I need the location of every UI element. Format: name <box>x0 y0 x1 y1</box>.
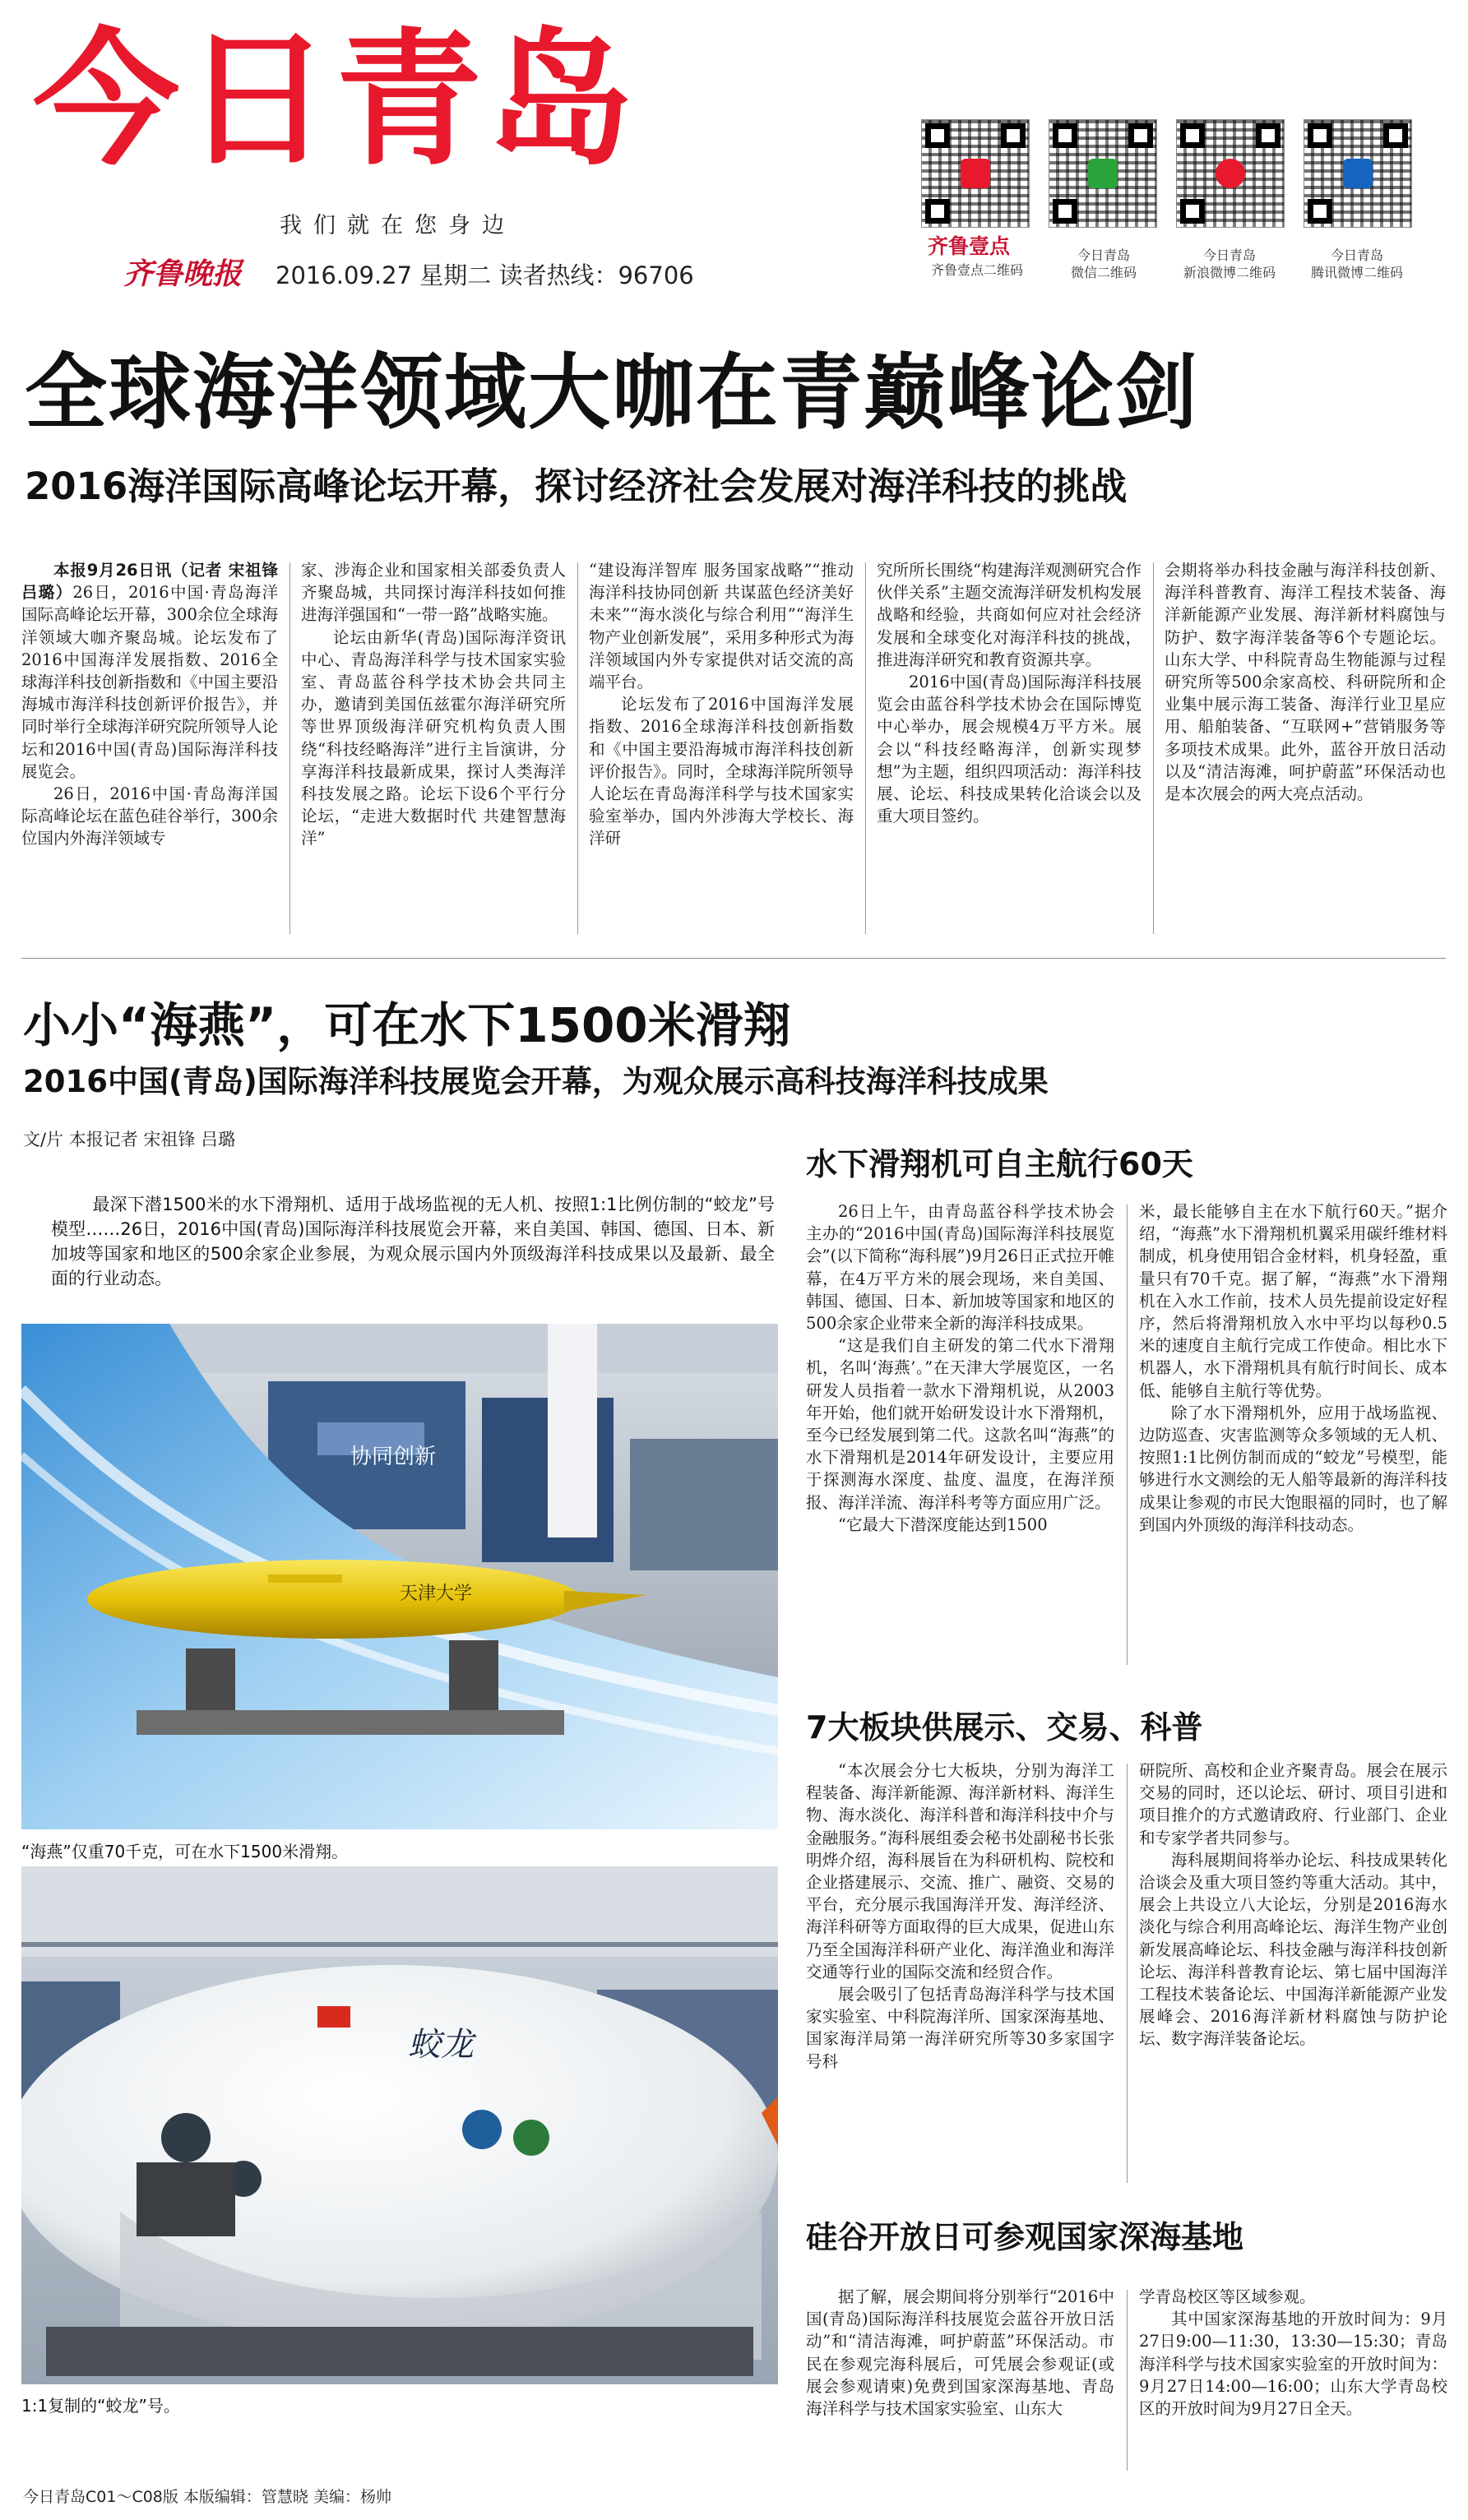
main-subheadline: 2016海洋国际高峰论坛开幕，探讨经济社会发展对海洋科技的挑战 <box>25 465 1128 508</box>
article1-column-4: 究所所长围绕“构建海洋观测研究合作伙伴关系”主题交流海洋研发机构发展战略和经验，共商如何应对社会经济发展和全球变化对海洋科技的挑战，推进海洋研究和教育资源共享。 2016中国(青岛)国际海洋科技展览会由蓝谷科学技术协会在国际博览中心举办，展会规模4万平方米。展会以“科技经略海洋，创新实现梦想”为主题，组织四项活动：海洋科技展、论坛、科技成果转化洽谈会以及重大项目签约。 <box>877 561 1142 826</box>
qr-caption-sina-weibo: 今日青岛 新浪微博二维码 <box>1183 247 1276 280</box>
section-title-seven-sectors: 7大板块供展示、交易、科普 <box>806 1709 1203 1746</box>
masthead-title: 今日青岛 <box>33 15 638 185</box>
column-divider <box>1127 2290 1128 2471</box>
date-line: 2016.09.27 星期二 读者热线：96706 <box>276 261 694 289</box>
column-divider <box>1153 562 1154 934</box>
section-openday-column-b: 学青岛校区等区域参观。 其中国家深海基地的开放时间为：9月27日9:00—11:30，13:30—15:30；青岛海洋科学与技术国家实验室的开放时间为：9月27日14:00—16:00；山东大学青岛校区的开放时间为9月27日全天。 <box>1139 2287 1447 2419</box>
article2-byline: 文/片 本报记者 宋祖锋 吕璐 <box>23 1130 236 1149</box>
column-divider <box>577 562 578 934</box>
page-footer: 今日青岛C01～C08版 本版编辑：管慧晓 美编：杨帅 <box>23 2488 391 2506</box>
qr-code-sina-weibo[interactable] <box>1176 119 1285 228</box>
photo-haiyan-glider <box>21 1324 778 1829</box>
qr-code-wechat[interactable] <box>1049 119 1157 228</box>
article1-column-1: 本报9月26日讯（记者 宋祖锋 吕璐）26日，2016中国·青岛海洋国际高峰论坛开幕，300余位全球海洋领域大咖齐聚岛城。论坛发布了2016中国海洋发展指数、2016全球海洋科技创新指数和《中国主要沿海城市海洋科技创新评价报告》，并同时举行全球海洋研究院所领导人论坛和2016中国(青岛)国际海洋科技展览会。 26日，2016中国·青岛海洋国际高峰论坛在蓝色硅谷举行，300余位国内外海洋领域专 <box>21 561 278 848</box>
article2-headline: 小小“海燕”，可在水下1500米滑翔 <box>23 997 791 1053</box>
qr-caption-tencent-weibo: 今日青岛 腾讯微博二维码 <box>1310 247 1403 280</box>
svg-text:天津大学: 天津大学 <box>400 1584 473 1604</box>
section-divider <box>21 958 1446 959</box>
main-headline: 全球海洋领域大咖在青巅峰论剑 <box>25 344 1199 441</box>
article2-subheadline: 2016中国(青岛)国际海洋科技展览会开幕，为观众展示高科技海洋科技成果 <box>23 1064 1049 1099</box>
newspaper-brand: 齐鲁晚报 <box>123 257 243 291</box>
qilu-app-label: 齐鲁壹点 <box>928 234 1011 258</box>
section-sectors-column-a: “本次展会分七大板块，分别为海洋工程装备、海洋新能源、海洋新材料、海洋生物、海水淡化、海洋科普和海洋科技中介与金融服务。”海科展组委会秘书处副秘书长张明烨介绍，海科展旨在为科研机构、院校和企业搭建展示、交流、推广、融资、交易的平台，充分展示我国海洋开发、海洋经济、海洋科研等方面取得的巨大成果，促进山东乃至全国海洋科研产业化、海洋渔业和海洋交通等行业的国际交流和经贸合作。 展会吸引了包括青岛海洋科学与技术国家实验室、中科院海洋所、国家深海基地、国家海洋局第一海洋研究所等30多家国字号科 <box>806 1761 1114 2071</box>
photo-haiyan-caption: “海燕”仅重70千克，可在水下1500米滑翔。 <box>21 1842 349 1861</box>
qr-code-tencent-weibo[interactable] <box>1304 119 1412 228</box>
photo-jiaolong-caption: 1:1复制的“蛟龙”号。 <box>21 2396 180 2416</box>
svg-text:协同创新: 协同创新 <box>350 1445 437 1469</box>
column-divider <box>1127 1764 1128 2183</box>
section-glider-column-b: 米，最长能够自主在水下航行60天。”据介绍，“海燕”水下滑翔机机翼采用碳纤维材料制成，机身使用铝合金材料，机身轻盈，重量只有70千克。据了解，“海燕”水下滑翔机在入水工作前，技术人员先提前设定好程序，然后将滑翔机放入水中平均以每秒0.5米的速度自主航行完成工作使命。相比水下机器人，水下滑翔机具有航行时间长、成本低、能够自主航行等优势。 除了水下滑翔机外，应用于战场监视、边防巡查、灾害监测等众多领域的无人机、按照1:1比例仿制而成的“蛟龙”号模型，能够进行水文测绘的无人船等最新的海洋科技成果让参观的市民大饱眼福的同时，也了解到国内外顶级的海洋科技动态。 <box>1139 1202 1447 1534</box>
section-sectors-column-b: 研院所、高校和企业齐聚青岛。展会在展示交易的同时，还以论坛、研讨、项目引进和项目推介的方式邀请政府、行业部门、企业和专家学者共同参与。 海科展期间将举办论坛、科技成果转化洽谈会及重大项目签约等重大活动。其中，展会上共设立八大论坛，分别是2016海水淡化与综合利用高峰论坛、海洋生物产业创新发展高峰论坛、科技金融与海洋科技创新论坛、海洋科普教育论坛、第七届中国海洋工程技术装备论坛、中国海洋新能源产业发展峰会、2016海洋新材料腐蚀与防护论坛、数字海洋装备论坛。 <box>1139 1761 1447 2049</box>
column-divider <box>1127 1205 1128 1665</box>
section-title-glider: 水下滑翔机可自主航行60天 <box>806 1146 1193 1182</box>
qr-caption-wechat: 今日青岛 微信二维码 <box>1070 247 1137 280</box>
column-divider <box>289 562 290 934</box>
article1-column-3: “建设海洋智库 服务国家战略”“推动海洋科技协同创新 共谋蓝色经济美好未来”“海水淡化与综合利用”“海洋生物产业创新发展”，采用多种形式为海洋领域国内外专家提供对话交流的高端平台。 论坛发布了2016中国海洋发展指数、2016全球海洋科技创新指数和《中国主要沿海城市海洋科技创新评价报告》。同时，全球海洋院所领导人论坛在青岛海洋科学与技术国家实验室举办，国内外涉海大学校长、海洋研 <box>589 561 854 848</box>
svg-text:蛟龙: 蛟龙 <box>408 2026 474 2064</box>
photo-jiaolong-model <box>21 1866 778 2384</box>
column-divider <box>865 562 866 934</box>
section-title-open-day: 硅谷开放日可参观国家深海基地 <box>806 2219 1244 2255</box>
qr-code-qilu[interactable] <box>921 119 1030 228</box>
section-glider-column-a: 26日上午，由青岛蓝谷科学技术协会主办的“2016中国(青岛)国际海洋科技展览会”(以下简称“海科展”)9月26日正式拉开帷幕，在4万平方米的展会现场，来自美国、韩国、德国、日本、新加坡等国家和地区的500余家企业带来全新的海洋科技成果。 “这是我们自主研发的第二代水下滑翔机，名叫‘海燕’。”在天津大学展览区，一名研发人员指着一款水下滑翔机说，从2003年开始，他们就开始研发设计水下滑翔机，至今已经发展到第二代。这款名叫“海燕”的水下滑翔机是2014年研发设计，主要应用于探测海水深度、盐度、温度，在海洋预报、海洋洋流、海洋科考等方面应用广泛。 “它最大下潜深度能达到1500 <box>806 1202 1114 1534</box>
article1-column-2: 家、涉海企业和国家相关部委负责人齐聚岛城，共同探讨海洋科技如何推进海洋强国和“一带一路”战略实施。 论坛由新华(青岛)国际海洋资讯中心、青岛海洋科学与技术国家实验室、青岛蓝谷科学技术协会共同主办，邀请到美国伍兹霍尔海洋研究所等世界顶级海洋研究机构负责人围绕“科技经略海洋”进行主旨演讲，分享海洋科技最新成果，探讨人类海洋科技发展之路。论坛下设6个平行分论坛，“走进大数据时代 共建智慧海洋” <box>301 561 566 848</box>
qr-caption-qilu: 齐鲁壹点二维码 <box>930 262 1023 278</box>
section-openday-column-a: 据了解，展会期间将分别举行“2016中国(青岛)国际海洋科技展览会蓝谷开放日活动”和“清洁海滩，呵护蔚蓝”环保活动。市民在参观完海科展后，可凭展会参观证(或展会参观请柬)免费到国家深海基地、青岛海洋科学与技术国家实验室、山东大 <box>806 2287 1114 2419</box>
masthead-slogan: 我们就在您身边 <box>280 213 516 238</box>
article2-lead: 最深下潜1500米的水下滑翔机、适用于战场监视的无人机、按照1:1比例仿制的“蛟龙”号模型……26日，2016中国(青岛)国际海洋科技展览会开幕，来自美国、韩国、德国、日本、新加坡等国家和地区的500余家企业参展，为观众展示国内外顶级海洋科技成果以及最新、最全面的行业动态。 <box>51 1195 775 1288</box>
article1-column-5: 会期将举办科技金融与海洋科技创新、海洋科普教育、海洋工程技术装备、海洋新能源产业发展、海洋新材料腐蚀与防护、数字海洋装备等6个专题论坛。山东大学、中科院青岛生物能源与过程研究所等500余家高校、科研院所和企业集中展示海工装备、海洋行业卫星应用、船舶装备、“互联网+”营销服务等多项技术成果。此外，蓝谷开放日活动以及“清洁海滩，呵护蔚蓝”环保活动也是本次展会的两大亮点活动。 <box>1165 561 1446 804</box>
